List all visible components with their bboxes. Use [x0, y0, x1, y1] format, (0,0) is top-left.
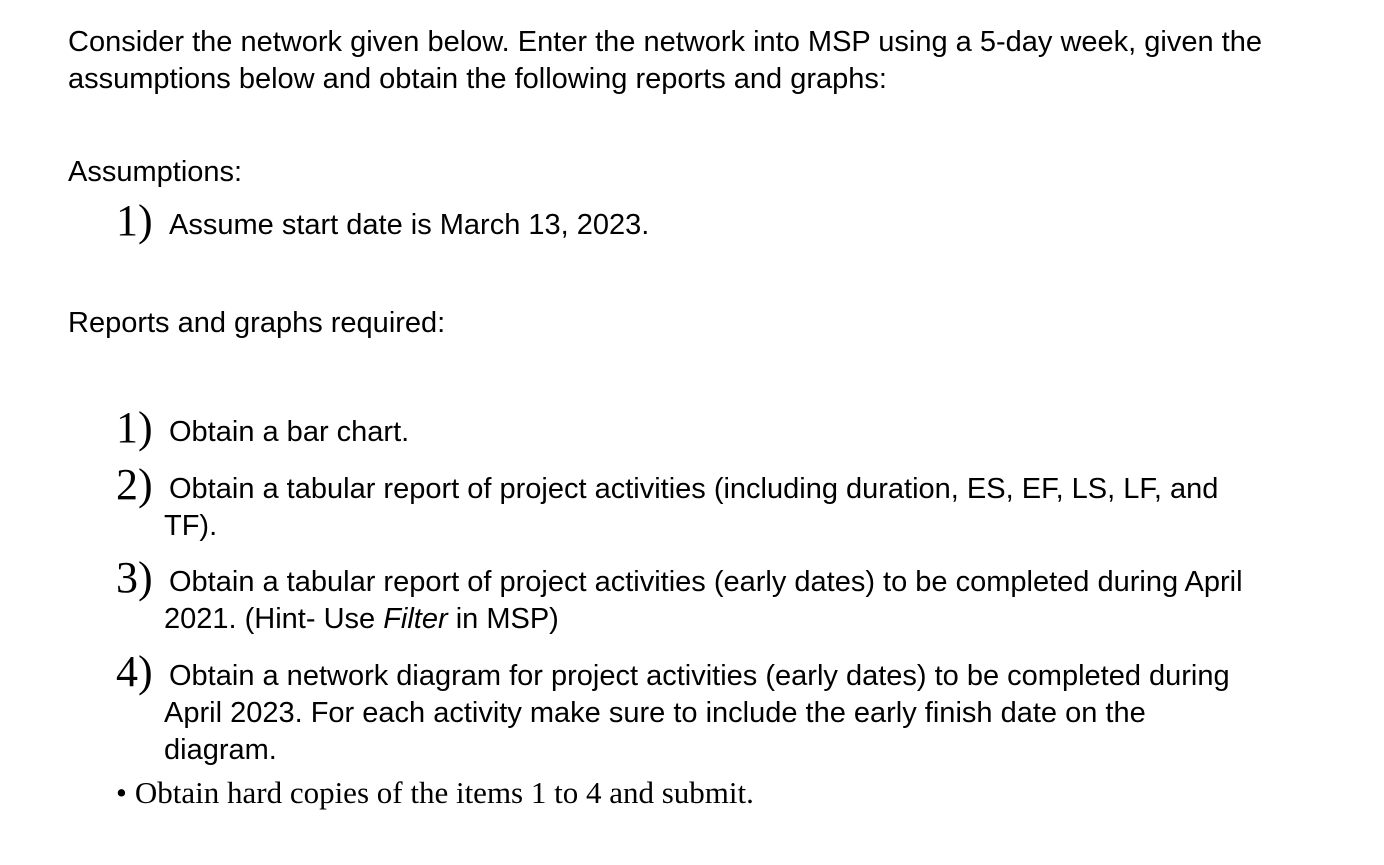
submission-note-text: Obtain hard copies of the items 1 to 4 and submit.: [134, 775, 754, 810]
report-item: [116, 647, 1256, 769]
report-item-text: Obtain a tabular report of project activities (including duration, ES, EF, LS, LF, and TF).: [164, 473, 1219, 542]
report-item-text-before: Obtain a tabular report of project activities (early dates) to be completed during April 2021. (Hint- Use: [164, 566, 1243, 635]
report-item: [116, 460, 1256, 545]
report-item-number: 3): [116, 553, 153, 602]
filter-term: Filter: [383, 603, 448, 635]
submission-note: [116, 775, 754, 811]
report-item-number: 1): [116, 403, 153, 452]
report-item: [116, 553, 1256, 638]
report-item-text: Obtain a bar chart.: [169, 416, 410, 448]
report-item-text-after: in MSP): [447, 603, 559, 635]
assumptions-heading: Assumptions:: [68, 156, 243, 188]
intro-paragraph: Consider the network given below. Enter the network into MSP using a 5-day week, given the assumptions below and obtain the following reports and graphs:: [68, 26, 1262, 95]
reports-heading: Reports and graphs required:: [68, 307, 446, 339]
report-item-text: Obtain a network diagram for project activities (early dates) to be completed during April 2023. For each activity make sure to include the early finish date on the diagram.: [164, 660, 1230, 766]
report-item-text: [116, 564, 1256, 638]
report-item: [116, 403, 1256, 452]
assumption-item: [116, 196, 1256, 245]
assumption-item-number: 1): [116, 196, 153, 245]
report-item-number: 4): [116, 647, 153, 696]
assumption-item-text: Assume start date is March 13, 2023.: [169, 209, 650, 241]
bullet-icon: •: [116, 775, 127, 810]
report-item-number: 2): [116, 460, 153, 509]
